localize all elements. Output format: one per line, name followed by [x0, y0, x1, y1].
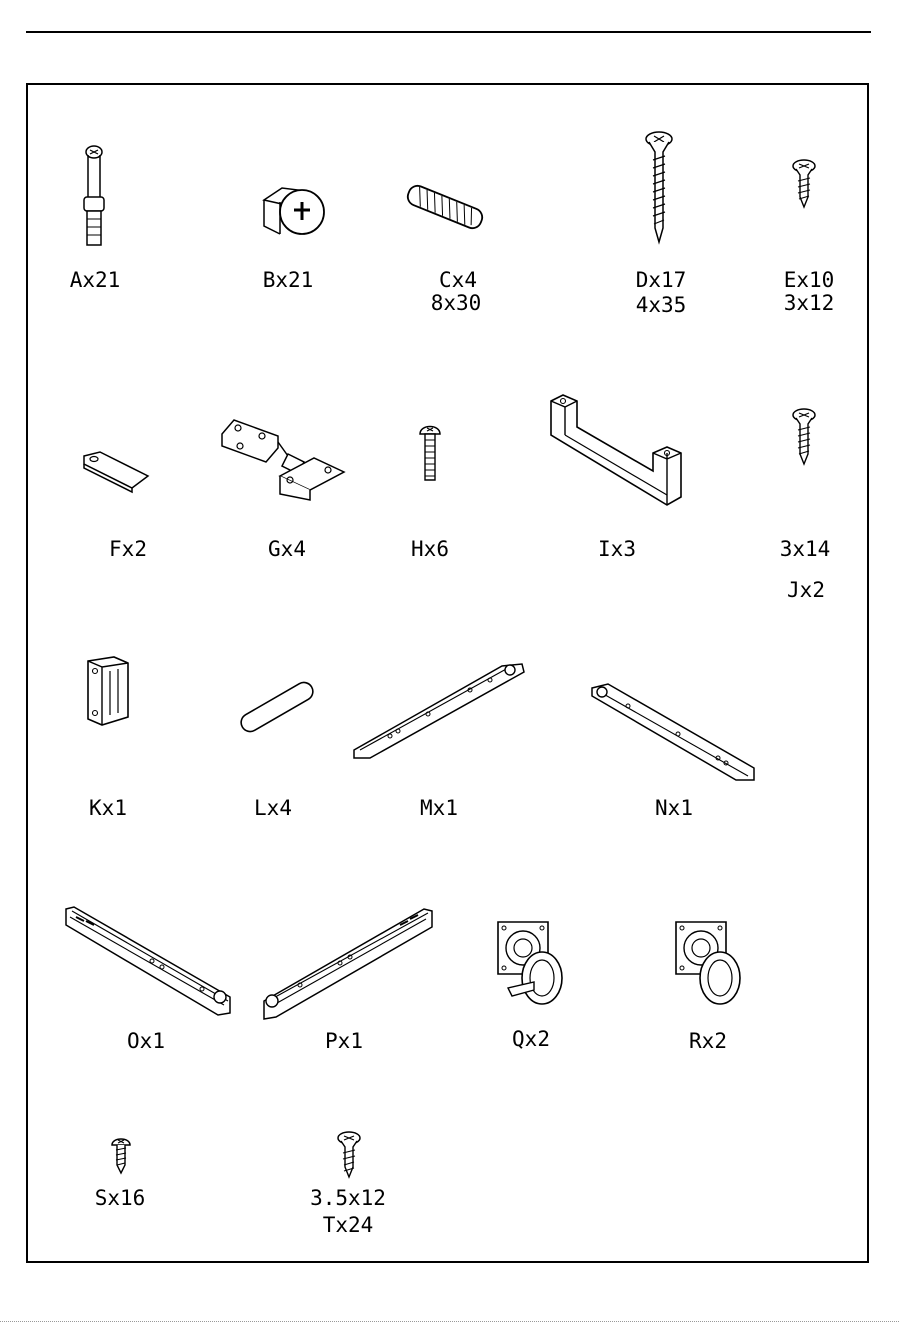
part-d-size: 4x35	[635, 293, 687, 317]
part-j-label: Jx2	[787, 578, 825, 602]
cam-lock-icon	[258, 182, 328, 238]
long-wood-screw-icon	[644, 130, 674, 244]
part-o-label: Ox1	[127, 1029, 165, 1053]
part-c-label: Cx4	[439, 268, 477, 292]
metal-plate-icon	[78, 448, 152, 492]
header-rule	[26, 31, 871, 33]
short-screw-j-icon	[792, 408, 816, 466]
cabinet-hinge-icon	[218, 414, 346, 502]
part-r-label: Rx2	[689, 1029, 727, 1053]
u-shaped-handle-icon	[547, 393, 683, 509]
drawer-slide-left-icon	[350, 658, 526, 760]
drawer-slide-right-icon	[588, 680, 758, 784]
cam-bolt-icon	[78, 143, 110, 247]
part-a-label: Ax21	[69, 268, 121, 292]
short-wood-screw-icon	[792, 159, 816, 209]
part-c-size: 8x30	[430, 291, 482, 315]
magnetic-catch-icon	[84, 655, 132, 727]
shelf-pin-icon	[234, 678, 320, 736]
part-s-label: Sx16	[94, 1186, 146, 1210]
part-k-label: Kx1	[89, 796, 127, 820]
part-m-label: Mx1	[420, 796, 458, 820]
part-d-label: Dx17	[635, 268, 687, 292]
part-g-label: Gx4	[268, 537, 306, 561]
part-n-label: Nx1	[655, 796, 693, 820]
part-h-label: Hx6	[411, 537, 449, 561]
part-b-label: Bx21	[262, 268, 314, 292]
drawer-runner-right-icon	[260, 905, 436, 1023]
part-t-label: Tx24	[322, 1213, 374, 1237]
part-e-label: Ex10	[783, 268, 835, 292]
part-p-label: Px1	[325, 1029, 363, 1053]
part-q-label: Qx2	[512, 1027, 550, 1051]
handle-bolt-icon	[417, 420, 443, 482]
part-i-label: Ix3	[598, 537, 636, 561]
wood-dowel-icon	[402, 176, 488, 238]
locking-caster-icon	[494, 918, 570, 1008]
small-screw-icon	[110, 1135, 132, 1175]
screw-t-icon	[337, 1131, 361, 1179]
part-f-label: Fx2	[109, 537, 147, 561]
page-bottom-edge	[0, 1321, 899, 1322]
part-t-size: 3.5x12	[310, 1186, 386, 1210]
part-l-label: Lx4	[254, 796, 292, 820]
drawer-runner-left-icon	[62, 905, 234, 1017]
part-e-size: 3x12	[783, 291, 835, 315]
part-j-size: 3x14	[779, 537, 831, 561]
swivel-caster-icon	[672, 918, 748, 1008]
